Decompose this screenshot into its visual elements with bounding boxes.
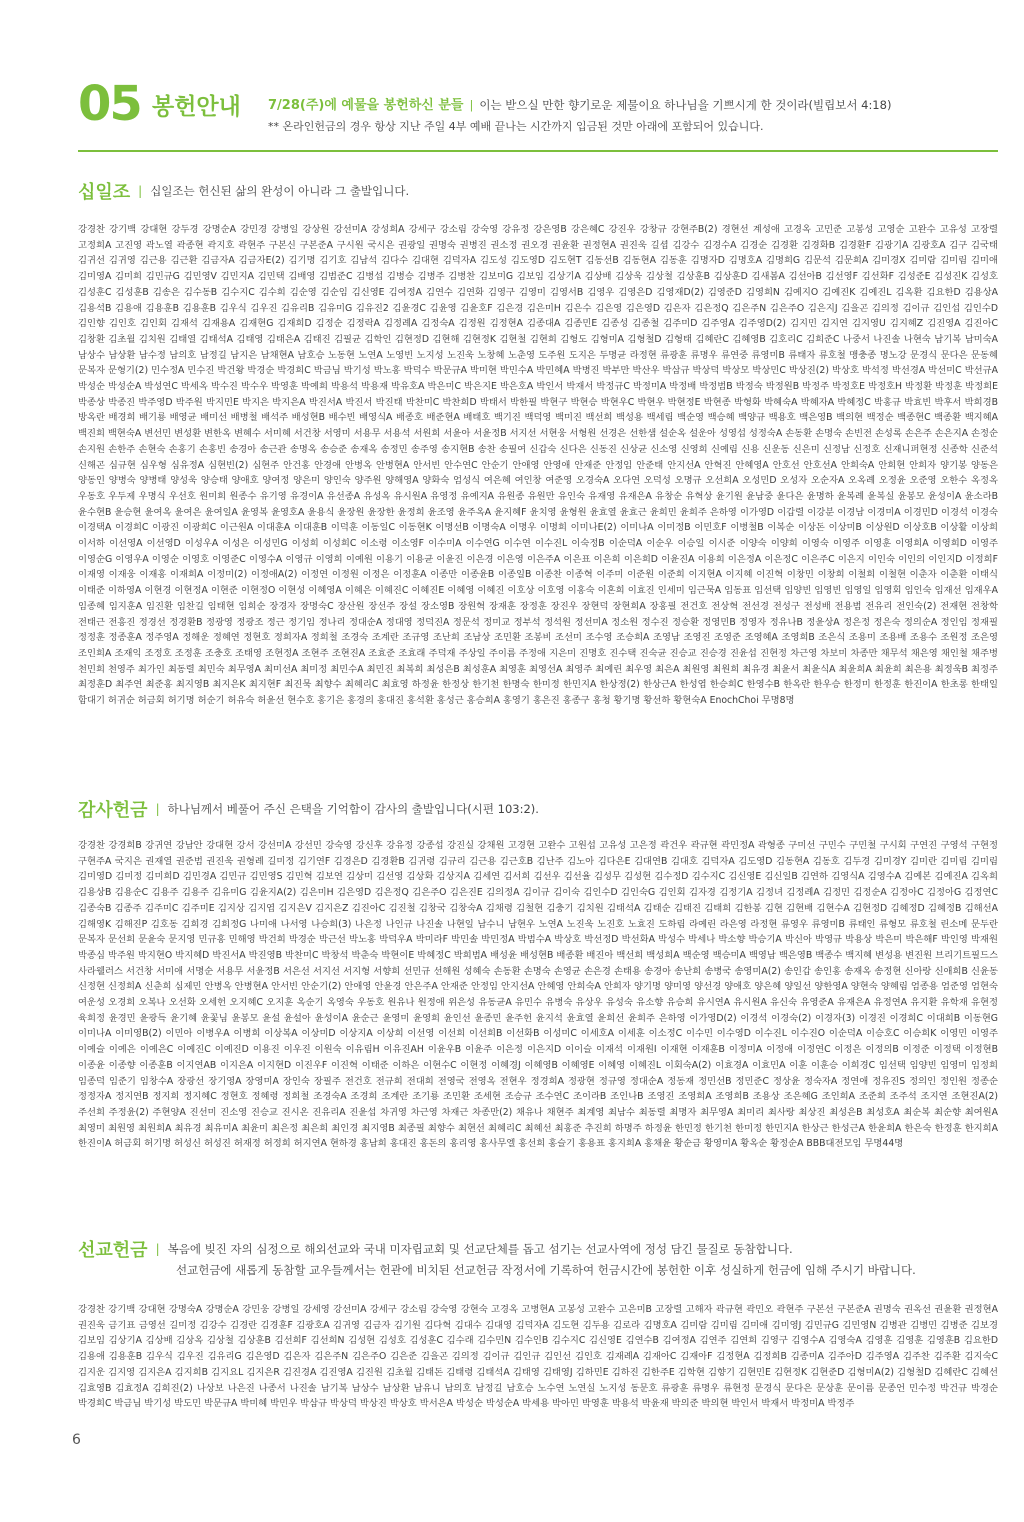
mission-names: 강경찬 강기백 강대현 강명숙A 강명순A 강민웅 강병일 강세영 강선미A 강세구 강소림 강숙영 강현숙 고경옥 고병현A 고봉성 고완수 고은미B 고장렬 고해자 곽규현 곽민오 곽현주 구본선 구본준A 권명숙 권옥선 권윤환 권정현A 권진욱 금기표 금영선 길미정 김강수 김경란 김경훈F 김광호A 김귀영 김금자 김기원 김다혁 김대수 김대영 김덕자A 김도현 김두용 김로라 김명호A 김미람 김미림 김미애 김미영J 김민규G 김민영N 김병관 김병민 김병준 김보경 김보임 김상기A 김상배 김상옥 김상철 김상훈B 김선희F 김선희N 김성현 김성호 김성훈C 김수래 김수민N 김수인B 김수지C 김신영E 김연수B 김여정A 김연주 김연희 김영구 김영수A 김영숙A 김영훈 김영훈 김영훈B 김요한D 김용애 김용훈B 김우식 김우진 김유리G 김은영D 김은자 김은주N 김은주O 김은준 김을곤 김의정 김이규 김인규 김인선 김인호 김재례A 김재아C 김재아F 김정현A 김정희B 김종미A 김주아D 김주영A 김주찬 김주환 김지숙C 김지운 김지영 김지은A 김지희B 김지요L 김지은R 김진경A 김진영A 김진원 김초월 김태돈 김태령 김태석A 김태영 김태영J 김하민E 김하진 김한주E 김학현 김향기 김현민E 김현정K 김현준D 김형미A(2) 김형철D 김혜란C 김혜선 김효영B 김효정A 김희진(2) 나상보 나은진 나종서 나진솔 남기복 남상수 남상환 남유니 남의호 남정길 남호승 노수연 노연실 노지성 동문호 류광훈 류명우 류현정 문경식 문다은 문상훈 문이름 문종언 민수정 박건규 박경순 박경희C 박금님 박기성 박도민 박문규A 박미혜 박민우 박삼규 박상덕 박상진 박상호 박서은A 박성순 박성순A 박세용 박아민 박영훈 박용석 박윤재 박의준 박의현 박인서 박재서 박정미A 박정주 — [78, 1304, 998, 1410]
page-number: 6 — [72, 1432, 81, 1448]
tithe-separator: | — [138, 184, 143, 198]
mission-heading — [78, 1236, 793, 1262]
header-main-text: 7/28(주)에 예물을 봉헌하신 분들 — [268, 98, 464, 113]
section-title: 봉헌안내 — [152, 94, 241, 120]
tithe-subtitle: 십일조는 헌신된 삶의 완성이 아니라 그 출발입니다. — [150, 184, 410, 198]
mission-title: 선교헌금 — [78, 1240, 148, 1261]
header-line — [268, 94, 891, 113]
thanks-names: 강경찬 강경희B 강귀연 강남안 강대현 강서 강선미A 강선민 강숙영 강신후 강유정 강종섭 강진실 강채원 고경현 고완수 고원섭 고유성 고은정 곽건우 곽규현 곽민정A 곽형종 구미선 구민수 구민철 구시회 구연진 구영석 구현정 구현주A 국지은 권재열 권준범 권진욱 권형례 길미정 김기연F 김경은D 김경환B 김귀령 김규리 김근용 김근호B 김난주 김노아 김다은E 김대연B 김대호 김덕자A 김도영D 김동현A 김동호 김두경 김미경Y 김미란 김미림 김미림 김미영D 김미정 김미희D 김민경A 김민규 김민영S 김민혁 김보연 김상미 김선영 김상화 김상지A 김세연 김서희 김선우 김선율 김성무 김성현 김수정D 김수지C 김신영E 김신일B 김연하 김영식A 김영수A 김예본 김예진A 김옥희 김용상B 김용순C 김용주 김용주 김유미G 김윤지A(2) 김은미H 김은영D 김은정Q 김은주O 김은진E 김의정A 김이규 김이숙 김인수D 김인숙G 김인회 김자경 김정기A 김정녀 김정례A 김정민 김정순A 김정아C 김정아G 김정연C 김종숙B 김종주 김주미C 김주미E 김지상 김지엽 김지은V 김지은Z 김진아C 김진철 김창국 김창숙A 김채령 김철현 김충기 김치원 김태석A 김태순 김태진 김태희 김한봉 김현 김현배 김현수A 김현정D 김혜정D 김혜정B 김해선A 김해영K 김해진P 김호동 김희경 김희정G 나미애 나서영 나승희(3) 나은정 나인규 나진솔 나현일 남수니 남현우 노연A 노진욱 노진호 노효진 도하림 라예린 라은영 라정현 류영우 류영미B 류태인 류형모 류호철 린소메 문두란 문복자 문선희 문윤숙 문지영 민규홍 민해영 박건희 박경순 박근선 박노홍 박덕우A 박미라F 박민솔 박민정A 박범수A 박상호 박선정D 박선화A 박성수 박세나 박소향 박승기A 박신아 박영규 박용상 박은미 박은해F 박인영 박재원 박종심 박주원 박지현O 박지혜D 박진서A 박진영B 박찬미C 박창석 박춘숙 박현이E 박혜정C 박희범A 배성윤 배성현B 배종환 배진아 백선희 백성희A 백순영 백승미A 백영남 백은영B 백종수 백지혜 변성용 변진원 브리기트필드스 사라웰러스 서건창 서미애 서명순 서용무 서윤정B 서은선 서지선 서지형 서향희 선민규 선해원 성혜숙 손동환 손명숙 손영균 손은경 손태용 송경아 송난희 송병국 송영미A(2) 송인갑 송인홍 송재옥 송정현 신아랑 신애희B 신윤동 신정현 신정희A 신춘희 심제민 안병옥 안병현A 안서빈 안순기(2) 안애영 안윤경 안은주A 안재준 안정임 안지선A 안혜영 안희숙A 안희자 양기명 양미영 양선경 양애호 양은혜 양일선 양한영A 양현숙 양혜림 엄종용 엄준영 엄현숙 여운성 오경희 오복나 오선화 오세헌 오지혜C 오지훈 옥순기 옥영숙 우동호 원유나 원정애 위은성 유동균A 유민수 유병숙 유상우 유성숙 유소향 유승희 유시연A 유시원A 유신숙 유영준A 유재은A 유정연A 유지환 유학재 유현정 육희정 윤경민 윤광득 윤기혜 윤꽃님 윤봉모 윤설 윤설아 윤성이A 윤순근 윤영미 윤영희 윤인선 윤종민 윤주헌 윤지석 윤효열 윤희선 윤희주 은하영 이가영D(2) 이경석 이경숙(2) 이경자(3) 이경진 이경희C 이대희B 이동현G 이미나A 이미영B(2) 이민아 이병우A 이병희 이상복A 이상미D 이상지A 이상희 이선영 이선희 이선희B 이선화B 이성미C 이세호A 이세훈 이소정C 이수민 이수영D 이수진L 이수진O 이순덕A 이승호C 이승희K 이영민 이영주 이예슬 이예은 이예은C 이예진C 이예진D 이용진 이우진 이원숙 이유림H 이유진AH 이윤우B 이윤주 이은정 이은지D 이이슬 이재석 이재원I 이재현 이재훈B 이정미A 이정애 이정연C 이정은 이정의B 이정준 이정택 이정현B 이종윤 이종향 이종훈B 이지연AB 이지은A 이지현D 이진우F 이진혁 이태준 이하은 이현수C 이현정 이혜경J 이혜영B 이혜영E 이혜영 이혜진L 이회숙A(2) 이효경A 이효민A 이훈 이훈승 이희경C 임선택 임양빈 임영미 임정희 임종덕 임준기 임창수A 장광선 장기영A 장영미A 장인숙 장필주 전건호 전규희 전대희 전영국 전영옥 전현우 정경희A 정광현 정규영 정대순A 정동재 정민선B 정민준C 정상윤 정숙자A 정연애 정유진S 정의인 정인원 정종순 정정자A 정지연B 정지희 정지혜C 정현호 정혜령 정희철 조경숙A 조경희 조계란 조기룡 조민환 조세현 조승규 조수연C 조이라B 조인나B 조영진 조영희A 조영희B 조용상 조은혜G 조인희A 조준희 조주석 조지연 조현진A(2) 주선희 주정윤(2) 주현양A 진선미 진소영 진승교 진시온 진유리A 진윤섭 차귀영 차근영 차재근 차종만(2) 채유나 채현주 최계영 최남수 최동렬 최명자 최무영A 최미리 최사랑 최상진 최성은B 최성호A 최순복 최순향 최여원A 최영미 최원영 최원희A 최유경 최유미A 최윤미 최은정 최은희 최인경 최지영B 최종필 최향수 최현선 최혜리C 최혜선 최홍준 추진희 하명주 하정윤 한민정 한기천 한미정 한민지A 한상근 한성근A 한윤희A 한은숙 한정훈 한지희A 한진이A 허금회 허기명 허성신 허성진 허재정 허정희 허지연A 현하경 홍남희 홍대진 홍돈의 홍리영 홍사무엘 홍선희 홍슬기 홍용표 홍지희A 홍채윤 황순금 황영미A 황옥순 황정순A BBB대전모임 무명44명 — [78, 840, 998, 1150]
header-separator: | — [469, 98, 474, 112]
thanks-subtitle: 하나님께서 베풀어 주신 은택을 기억함이 감사의 출발입니다(시편 103:2). — [167, 802, 539, 816]
mission-subtitle: 복음에 빚진 자의 심정으로 해외선교와 국내 미자립교회 및 선교단체를 돕고 섬기는 선교사역에 정성 담긴 물질로 동참합니다. — [167, 1242, 793, 1256]
tithe-heading — [78, 178, 409, 204]
header-divider — [78, 150, 998, 152]
thanks-separator: | — [155, 802, 160, 816]
header-verse: 이는 받으실 만한 향기로운 제물이요 하나님을 기쁘시게 한 것이라(빌립보서 4:18) — [479, 98, 892, 112]
section-number: 05 — [78, 76, 141, 132]
mission-separator: | — [155, 1242, 160, 1256]
tithe-names: 강경찬 강기백 강대현 강두경 강명순A 강민경 강병일 강상원 강선미A 강성희A 강세구 강소림 강숙영 강유정 강은영B 강은혜C 강진우 강창규 강현주B(2) 경현선 계성애 고경옥 고민준 고봉성 고영순 고완수 고유성 고장렬 고정희A 고진영 곽노열 곽종현 곽지호 곽현주 구본신 구본준A 구시원 국시은 권광일 권명숙 권병진 권소정 권오경 권윤환 권정현A 권진욱 길셥 김강수 김경수A 김경순 김경환 김경화B 김경환F 김광기A 김광호A 김구 김국태 김귀선 김귀영 김근용 김근환 김금자A 김금자E(2) 김기명 김기호 김남석 김다수 김대현 김덕자A 김도성 김도영D 김도현T 김동선B 김동현A 김동훈 김명자D 김명호A 김명희G 김문석 김문희A 김미경X 김미람 김미림 김미애 김미영A 김미희 김민규G 김민영V 김민지A 김민택 김배영 김범준C 김병섭 김병승 김병주 김병찬 김보미G 김보임 김상기A 김상배 김상욱 김상철 김상훈B 김상훈D 김새봄A 김선아B 김선영F 김선화F 김성준E 김성진K 김성호 김성훈C 김성훈B 김송은 김수동B 김수지C 김수희 김순영 김순임 김신영E 김여정A 김연수 김연화 김영구 김영미 김영서B 김영우 김영은D 김영재D(2) 김영준D 김영희N 김예지O 김예진K 김예진L 김옥환 김요한D 김용상A 김용석B 김용애 김용훈B 김용훈B 김우식 김우진 김유리B 김유미G 김유진2 김윤경C 김윤영 김윤호F 김은경 김은미H 김은수 김은영 김은영D 김은자 김은정Q 김은주N 김은주O 김은지J 김을곤 김의정 김이규 김인섭 김인수D 김인향 김인호 김인회 김재석 김재용A 김재현G 김재희D 김정순 김정락A 김정례A 김정숙A 김정원 김정현A 김종대A 김종민E 김종성 김종철 김주미D 김주영A 김주영D(2) 김지민 김지연 김지영U 김지혜Z 김진영A 김진아C 김창환 김초월 김치원 김태열 김태석A 김태영 김태은A 김태진 김필균 김학인 김현정D 김현해 김현정K 김현철 김현희 김형도 김형미A 김형철D 김형태 김혜란C 김혜영B 김호리C 김희준C 나중서 나진솔 나현숙 남기복 남미숙A 남상수 남상환 남수정 남의호 남정길 남지은 남채현A 남호승 노동현 노연A 노영빈 노지성 노진욱 노창혜 노춘영 도주원 도지은 두명균 라정현 류광훈 류명우 류연중 류영미B 류태자 류호철 맹충종 명노강 문경식 문다은 문동혜 문복자 문형기(2) 민수정A 민수진 박건왕 박경순 박경희C 박금님 박기성 박노홍 박덕수 박문규A 박미현 박민수A 박민혜A 박병진 박부만 박산우 박삼규 박상덕 박상모 박상민C 박상진(2) 박상호 박석정 박선경A 박선미C 박선규A 박성순 박성순A 박성연C 박세옥 박수진 박수우 박영훈 박예희 박용석 박용재 박유호A 박은미C 박은지E 박은호A 박인서 박재서 박정규C 박정미A 박정배 박정범B 박정숙 박정원B 박정주 박정호E 박정호H 박정환 박정훈 박정희E 박종상 박종진 박주영D 박주원 박지민E 박지은 박지은A 박진서A 박진서 박진태 박찬미C 박찬희D 박태서 박한필 박현구 박현승 박현우C 박현우 박현정E 박현종 박형화 박혜숙A 박혜자A 박혜정C 박홍규 박효빈 박후서 박희경B 방옥란 배경희 배기룡 배영균 배미선 배병철 배석주 배성현B 배수빈 배영식A 배종호 배준현A 배태호 백기진 백덕영 백미진 백선희 백성용 백세림 백순영 백승혜 백양규 백용호 백은영B 백의현 백정순 백종현C 백종환 백지혜A 백진희 백현숙A 변선민 변성환 변한옥 변혜수 서미혜 서건창 서영미 서용무 서용석 서원희 서윤아 서윤정B 서지선 서현웅 서형원 선경은 선한샘 설순옥 설운아 성영섭 성정숙A 손동환 손명숙 손빈전 손성록 손은주 손은지A 손정순 손지원 손한주 손현숙 손홍기 손홍빈 송경아 송근관 송명옥 송승준 송재옥 송정민 송주영 송지현B 송찬 송필여 신갑숙 신다은 신동진 신상균 신소영 신영희 신예림 신용 신운동 신은미 신정남 신정호 신재니퍼현정 신종학 신준석 신해곤 심규현 심우형 심유정A 심현빈(2) 심현주 안건홍 안경애 안병옥 안병현A 안서빈 안수연C 안순기 안애영 안영애 안재준 안정임 안준태 안지선A 안혁진 안혜영A 안호선 안호선A 안희숙A 안희현 안희자 양기봉 양동은 양동인 양병숙 양병태 양성욱 양승태 양애호 양여정 양은미 양인숙 양주원 양해영A 양화숙 엄성식 여은혜 여인창 여준영 오경숙A 오다연 오덕성 오명규 오선희A 오성민D 오성자 오순자A 오옥례 오정윤 오준영 오한수 옥정옥 우동호 우두제 우명식 우선호 원미희 원종수 유기영 유경이A 유선종A 유성옥 유시원A 유영정 유예지A 유원종 유원만 유인숙 유재영 유재은A 유창순 유혁상 윤기원 윤남중 윤다은 윤명하 윤복례 윤복실 윤봉모 윤성이A 윤소라B 윤수현B 윤승현 윤여옥 윤여은 윤여일A 윤영복 윤영호A 윤용식 윤장원 윤장한 윤정희 윤조영 윤주옥A 윤지혜F 윤치영 윤형원 윤효열 윤효근 윤희민 윤희주 은하영 이가영D 이갑렬 이강분 이경남 이경미A 이경민D 이경석 이경숙 이경택A 이경희C 이광진 이광희C 이근원A 이대훈A 이대훈B 이덕훈 이동일C 이동현K 이명선B 이명숙A 이명우 이명희 이미나E(2) 이미나A 이미정B 이민호F 이병철B 이복순 이상돈 이상미B 이상원D 이상호B 이상활 이상희 이서하 이선영A 이선영D 이성우A 이성은 이성민G 이성희 이성희C 이소령 이소영F 이수미A 이수연G 이수연 이수진L 이숙정B 이순덕A 이순우 이승일 이시준 이양숙 이양희 이영숙 이영주 이영훈 이영희A 이영희D 이영주 이영순G 이영우A 이영순 이영호 이영준C 이영수A 이영규 이영희 이예원 이용기 이용균 이윤진 이은경 이은영 이은주A 이은표 이은희 이은희D 이윤진A 이용희 이은정A 이은정C 이은주C 이은지 이인숙 이인의 이인지D 이정희F 이재영 이재웅 이재홍 이재희A 이정미(2) 이정애A(2) 이정연 이정원 이정은 이정훈A 이종만 이종윤B 이종일B 이종찬 이종혁 이주미 이준원 이준희 이지현A 이지혜 이진혁 이창민 이창희 이철희 이철현 이춘자 이춘환 이태식 이태준 이하영A 이현경 이현정A 이현준 이현정O 이현성 이혜영A 이혜은 이혜진C 이혜진E 이혜영 이혜진 이호상 이호영 이홍숙 이혼희 이효진 인세미 임근묵A 임동표 임선택 임양빈 임영빈 임영일 임영회 임인숙 임재선 임재우A 임종혜 임지훈A 임진환 임찬길 임태현 임희순 장경자 장명숙C 장산원 장선주 장설 장소영B 장원혁 장재훈 장정훈 장진우 장현덕 장현희A 장홍필 전건호 전상혁 전선경 전성구 전성배 전용범 전유리 전인숙(2) 전재현 전창학 전태근 전흥진 정경선 정경환B 정광영 정광조 정근 정기임 정나리 정대순A 정대영 정덕진A 정문석 정미교 정부석 정석원 정선미A 정소원 정수진 정승환 정영민B 정영자 정유나B 정윤상A 정은정 정은숙 정의순A 정인임 정재필 정정훈 정종훈A 정주영A 정해운 정혜연 정현호 정희자A 정희철 조경숙 조계란 조규영 조난희 조남상 조민환 조봉비 조선미 조수영 조승희A 조영남 조영진 조영준 조영혜A 조영희B 조은식 조용미 조용배 조용수 조원정 조은영 조인희A 조재익 조정호 조정훈 조충호 조태영 조현정A 조현주 조현진A 조효준 조효래 주덕재 주상일 주이름 주정애 지은미 진명호 진수택 진숙균 진승교 진승경 진윤섭 진현정 차근영 차보미 차종만 채무석 채은영 채인철 채주병 천민희 천영주 최가인 최동렬 최민숙 최무영A 최미선A 최미정 최민수A 최민진 최복희 최성은B 최성훈A 최영훈 최영선A 최영주 최예린 최우영 최은A 최원영 최원희 최유경 최윤서 최윤식A 최윤희A 최윤희 최은용 최정욱B 최정주 최정훈D 최주연 최준홍 최지영B 최지은K 최지현F 최진묵 최향수 최혜리C 최효영 하정윤 한정상 한기천 한명숙 한미정 한민지A 한상정(2) 한상근A 한성엽 한승희C 한영수B 한옥란 한우승 한정미 한정훈 한진이A 한초롱 한태일 함대기 허귀순 허금회 허기명 허순기 허유숙 허윤선 현수호 홍기은 홍경의 홍대진 홍석환 홍성근 홍승희A 홍영기 홍은진 홍종구 홍청 황기명 황선하 황현숙A EnochChoi 무명8명 — [78, 224, 998, 707]
header-note: ** 온라인헌금의 경우 항상 지난 주일 4부 예배 끝나는 시간까지 입금된 것만 아래에 포함되어 있습니다. — [268, 120, 764, 133]
mission-subtitle-2: 선교헌금에 새롭게 동참할 교우들께서는 헌관에 비치된 선교헌금 작정서에 기록하여 헌금시간에 봉헌한 이후 성실하게 헌금에 임해 주시기 바랍니다. — [176, 1263, 916, 1277]
thanks-title: 감사헌금 — [78, 800, 148, 821]
tithe-title: 십일조 — [78, 182, 131, 203]
thanks-heading — [78, 796, 539, 822]
